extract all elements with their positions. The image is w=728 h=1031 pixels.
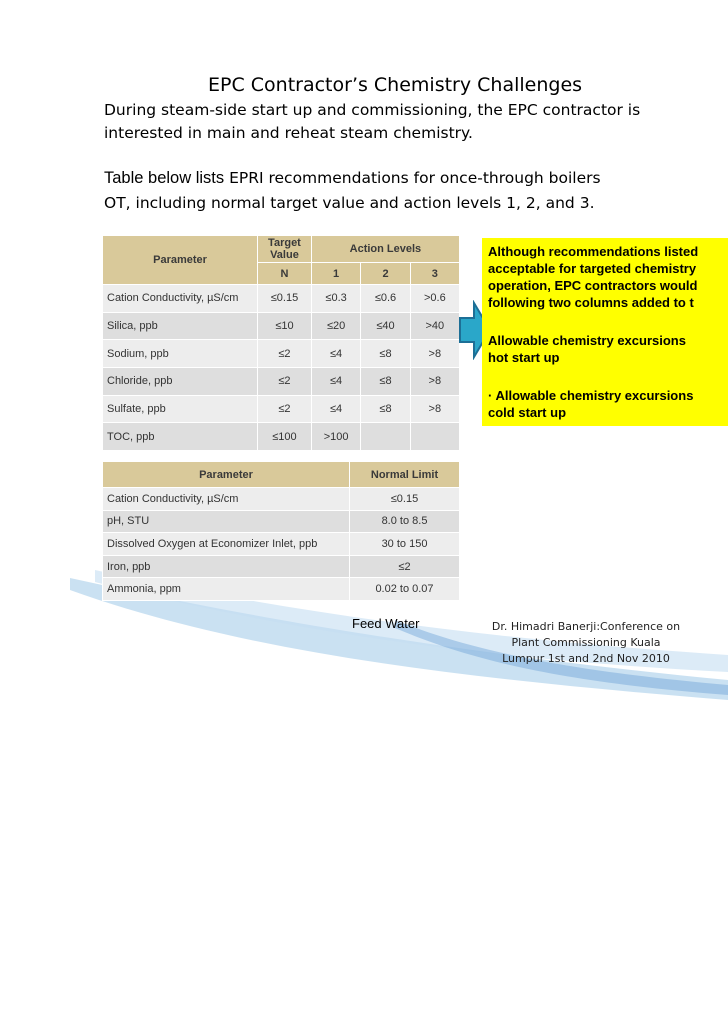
header-target-value: Target Value <box>258 236 312 263</box>
row-l1: ≤4 <box>311 340 361 368</box>
table-row <box>103 578 460 601</box>
feed-water-table <box>102 461 460 601</box>
table-row <box>103 285 460 313</box>
table-row <box>103 367 460 395</box>
row-limit: 30 to 150 <box>350 533 460 556</box>
subheader-n: N <box>258 263 312 285</box>
page-title: EPC Contractor’s Chemistry Challenges <box>208 74 583 96</box>
row-l3: >0.6 <box>410 285 459 313</box>
row-n: ≤2 <box>258 340 312 368</box>
row-param: pH, STU <box>103 510 350 533</box>
row-param: TOC, ppb <box>103 423 258 451</box>
table-row <box>103 423 460 451</box>
row-l2 <box>361 423 410 451</box>
header-parameter: Parameter <box>103 236 258 285</box>
row-n: ≤100 <box>258 423 312 451</box>
row-l2: ≤40 <box>361 312 410 340</box>
callout-line: · Allowable chemistry excursions <box>488 388 694 403</box>
row-n: ≤10 <box>258 312 312 340</box>
row-l1: ≤0.3 <box>311 285 361 313</box>
row-l3 <box>410 423 459 451</box>
subheader-2: 2 <box>361 263 410 285</box>
callout-line: following two columns added to t <box>488 295 694 310</box>
callout-line: cold start up <box>488 405 567 420</box>
row-param: Ammonia, ppm <box>103 578 350 601</box>
row-l2: ≤8 <box>361 340 410 368</box>
callout-line: hot start up <box>488 350 560 365</box>
row-limit: 8.0 to 8.5 <box>350 510 460 533</box>
row-l3: >8 <box>410 367 459 395</box>
table-row <box>103 395 460 423</box>
intro-lead-text: Table below lists <box>104 169 225 187</box>
row-param: Chloride, ppb <box>103 367 258 395</box>
recommendation-callout <box>482 238 728 426</box>
row-limit: ≤0.15 <box>350 488 460 511</box>
row-l3: >8 <box>410 340 459 368</box>
row-param: Sulfate, ppb <box>103 395 258 423</box>
intro-line-2: interested in main and reheat steam chemistry. <box>104 124 473 142</box>
row-param: Dissolved Oxygen at Economizer Inlet, ppb <box>103 533 350 556</box>
table-row <box>103 312 460 340</box>
header-normal-limit: Normal Limit <box>350 462 460 488</box>
header-action-levels: Action Levels <box>311 236 459 263</box>
intro-line-3-rest: EPRI recommendations for once-through boilers <box>224 169 601 187</box>
row-l2: ≤8 <box>361 367 410 395</box>
row-param: Sodium, ppb <box>103 340 258 368</box>
row-param: Silica, ppb <box>103 312 258 340</box>
table-row <box>103 533 460 556</box>
feed-water-label: Feed Water <box>352 616 420 631</box>
table-row <box>103 555 460 578</box>
callout-line: acceptable for targeted chemistry <box>488 261 697 276</box>
callout-line: Allowable chemistry excursions <box>488 333 686 348</box>
row-l3: >8 <box>410 395 459 423</box>
intro-line-4: OT, including normal target value and action levels 1, 2, and 3. <box>104 194 595 212</box>
row-l1: ≤4 <box>311 367 361 395</box>
table-row <box>103 340 460 368</box>
row-l1: ≤20 <box>311 312 361 340</box>
row-limit: ≤2 <box>350 555 460 578</box>
subheader-1: 1 <box>311 263 361 285</box>
row-n: ≤2 <box>258 367 312 395</box>
header-parameter: Parameter <box>103 462 350 488</box>
row-l2: ≤8 <box>361 395 410 423</box>
row-l3: >40 <box>410 312 459 340</box>
row-n: ≤2 <box>258 395 312 423</box>
callout-line: Although recommendations listed <box>488 244 699 259</box>
row-l2: ≤0.6 <box>361 285 410 313</box>
callout-line: operation, EPC contractors would <box>488 278 698 293</box>
author-credit <box>474 619 698 667</box>
table-row <box>103 510 460 533</box>
row-param: Cation Conductivity, µS/cm <box>103 488 350 511</box>
credit-line: Plant Commissioning Kuala <box>511 636 661 649</box>
credit-line: Lumpur 1st and 2nd Nov 2010 <box>502 652 670 665</box>
subheader-3: 3 <box>410 263 459 285</box>
intro-line-3 <box>104 169 601 188</box>
row-param: Iron, ppb <box>103 555 350 578</box>
table-row <box>103 488 460 511</box>
intro-line-1: During steam-side start up and commissioning, the EPC contractor is <box>104 101 641 119</box>
credit-line: Dr. Himadri Banerji:Conference on <box>491 620 681 633</box>
steam-chemistry-table <box>102 235 460 451</box>
row-l1: >100 <box>311 423 361 451</box>
row-n: ≤0.15 <box>258 285 312 313</box>
row-limit: 0.02 to 0.07 <box>350 578 460 601</box>
row-param: Cation Conductivity, µS/cm <box>103 285 258 313</box>
row-l1: ≤4 <box>311 395 361 423</box>
